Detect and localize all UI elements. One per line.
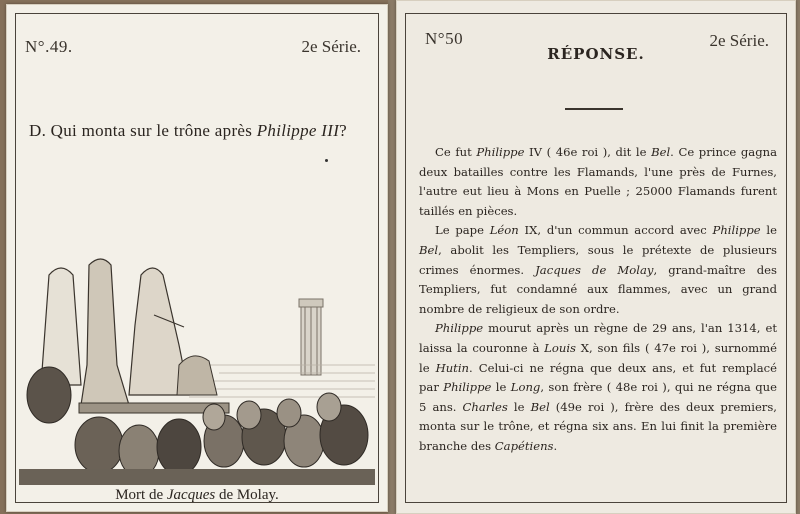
answer-paragraph-1 [419, 143, 777, 221]
answer-text [419, 143, 777, 457]
illustration-caption [7, 487, 387, 504]
text-run: , son frère ( 48e roi ), qui ne régna que 5 ans. [419, 380, 777, 414]
italic-run: Léon [489, 223, 519, 238]
text-run: . Celui-ci ne régna que deux ans, et fut remplacé par [419, 360, 777, 395]
answer-paragraph-3 [419, 319, 777, 456]
text-run: . Ce prince gagna deux batailles contre les Flamands, l'une près de Furnes, l'autre eut lieu à Mons en Puelle ; 25000 Flamands furent taillés en pièces. [419, 145, 777, 218]
answer-card [396, 0, 796, 514]
text-run: Le pape [435, 223, 490, 238]
text-run: IV ( 46e roi ), dit le [524, 145, 652, 159]
text-run: mourut après un règne de 29 ans, l'an 1314, et laissa la couronne à [419, 321, 777, 355]
question-suffix: ? [339, 121, 348, 140]
text-run: le [491, 380, 511, 395]
ink-dot [325, 159, 328, 162]
tower [299, 299, 323, 375]
italic-run: Philippe [443, 380, 492, 395]
caption-suffix: de Molay. [215, 487, 279, 503]
question-name: Philippe III [256, 121, 340, 140]
text-run: X, son fils ( 47e roi ), surnommé le [419, 340, 778, 375]
answer-paragraph-2 [419, 221, 777, 319]
text-run: , abolit les Templiers, sous le prétexte de plusieurs crimes énormes. [419, 242, 777, 277]
text-run: Ce fut [435, 145, 477, 159]
crowd-base [19, 469, 375, 485]
caption-name: Jacques [166, 487, 216, 503]
answer-title: RÉPONSE. [547, 45, 645, 63]
text-run: le [760, 223, 777, 238]
question-prefix: D. Qui monta sur le trône après [29, 121, 257, 140]
italic-run: Bel [419, 242, 439, 257]
question-card [6, 4, 388, 512]
italic-run: Long [510, 380, 541, 395]
italic-run: Hutin [435, 360, 470, 375]
italic-run: Bel [651, 145, 671, 159]
italic-run: Philippe [476, 145, 525, 159]
italic-run: Bel [530, 399, 550, 414]
series-label: 2e Série. [709, 31, 769, 50]
card-number: N°50 [425, 29, 464, 48]
series-label: 2e Série. [301, 37, 361, 56]
caption-prefix: Mort de [115, 487, 167, 503]
text-run: , grand-maître des Templiers, fut condamné aux flammes, avec un grand nombre de religieux de son ordre. [419, 262, 777, 316]
text-run: . [553, 438, 558, 453]
question-text [29, 121, 347, 141]
italic-run: Charles [462, 399, 508, 414]
italic-run: Philippe [435, 321, 484, 336]
italic-run: Jacques de Molay [535, 262, 654, 277]
text-run: le [507, 399, 531, 414]
text-run: (49e roi ), frère des deux premiers, monta sur le trône, et régna six ans. En lui finit la première branche des [419, 399, 777, 453]
italic-run: Philippe [712, 223, 761, 238]
card-number: N°.49. [25, 37, 73, 56]
italic-run: Louis [544, 340, 576, 355]
text-run: IX, d'un commun accord avec [518, 223, 713, 238]
italic-run: Capétiens [494, 438, 554, 453]
engraving-illustration [19, 255, 375, 485]
divider-rule [565, 108, 623, 110]
